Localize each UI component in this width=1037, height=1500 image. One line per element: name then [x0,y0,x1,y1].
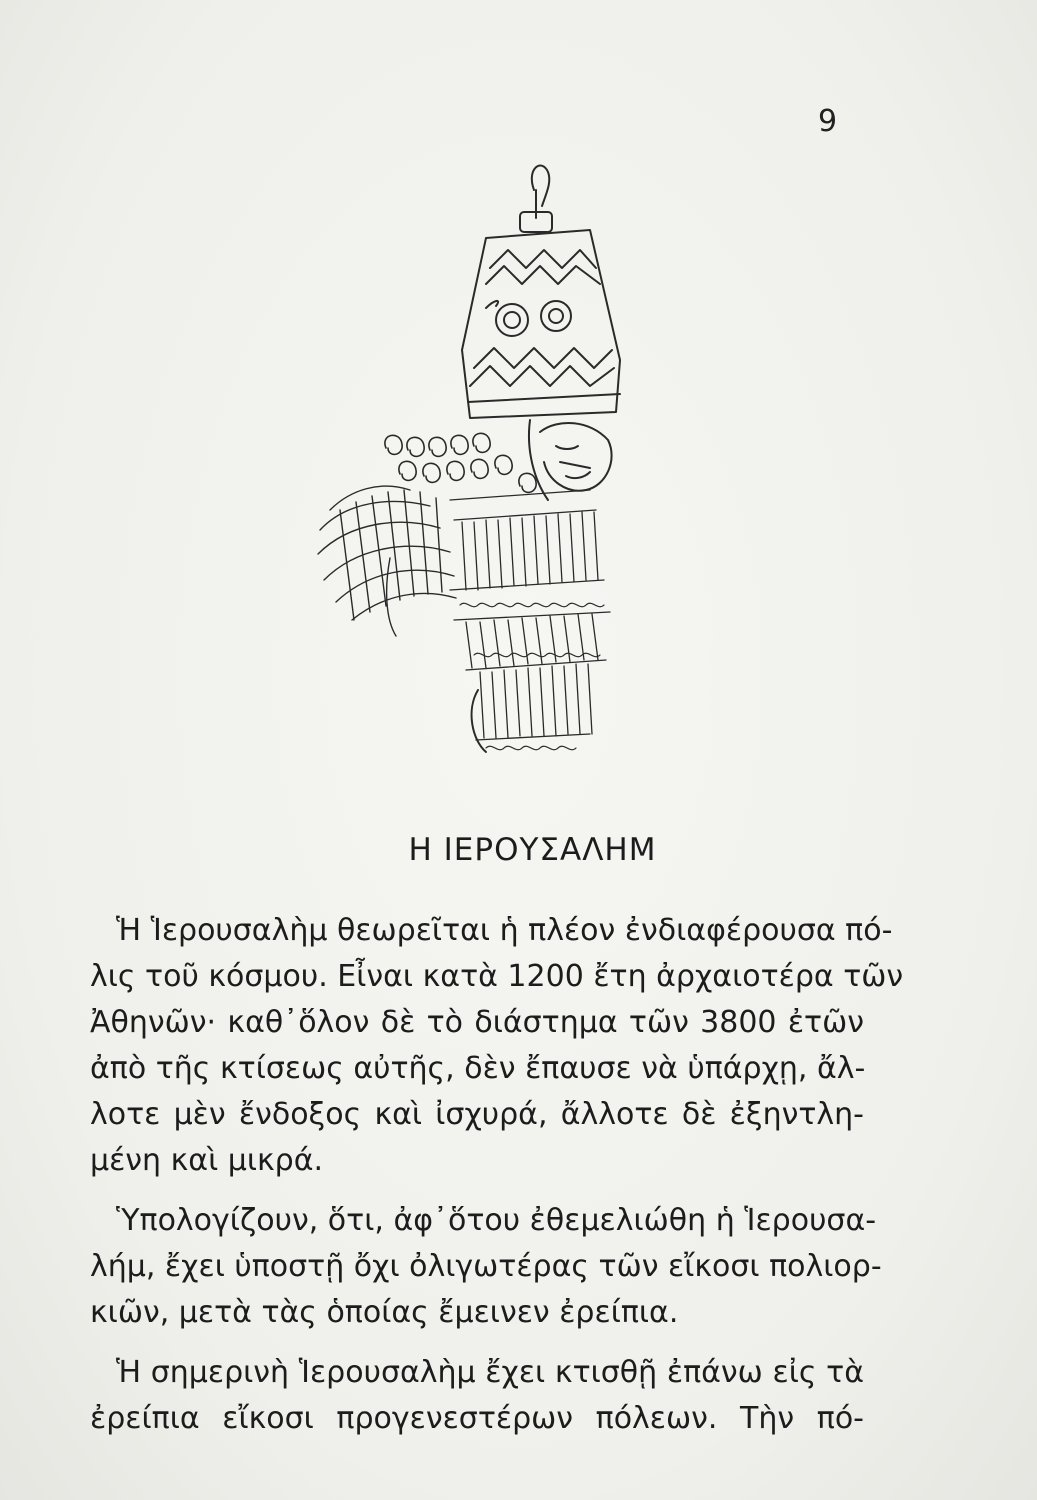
text-line: κιῶν, μετὰ τὰς ὁποίας ἔμεινεν ἐρείπια. [90,1295,679,1330]
ornament-illustration-icon [290,150,650,770]
text-line: λήμ, ἔχει ὑποστῇ ὄχι ὀλιγωτέρας τῶν εἴκοσι πολιορ- [90,1249,882,1284]
paragraph [90,1350,864,1442]
text-line: ἀπὸ τῆς κτίσεως αὐτῆς, δὲν ἔπαυσε νὰ ὑπάρχῃ, ἄλ- [90,1051,866,1086]
text-line: μένη καὶ μικρά. [90,1143,324,1178]
body-text [90,908,904,1442]
text-line: Ἡ σημερινὴ Ἱερουσαλὴμ ἔχει κτισθῇ ἐπάνω εἰς τὰ [116,1355,864,1390]
text-line: Ἀθηνῶν· καθ᾿ὅλον δὲ τὸ διάστημα τῶν 3800 ἐτῶν [90,1005,864,1040]
text-line: λοτε μὲν ἔνδοξος καὶ ἰσχυρά, ἄλλοτε δὲ ἐξηντλη- [90,1097,864,1132]
text-line: Ἡ Ἱερουσαλὴμ θεωρεῖται ἡ πλέον ἐνδιαφέρουσα πό- [116,913,893,948]
paragraph [90,1198,882,1336]
text-line: ἐρείπια εἴκοσι προγενεστέρων πόλεων. Τὴν πό- [90,1401,864,1436]
section-heading: Η ΙΕΡΟΥΣΑΛΗΜ [408,832,657,868]
text-line: Ὑπολογίζουν, ὅτι, ἀφ᾿ὅτου ἐθεμελιώθη ἡ Ἱερουσα- [116,1203,877,1238]
paragraph [90,908,904,1184]
text-line: λις τοῦ κόσμου. Εἶναι κατὰ 1200 ἔτη ἀρχαιοτέρα τῶν [90,959,904,994]
page-number: 9 [818,104,838,139]
